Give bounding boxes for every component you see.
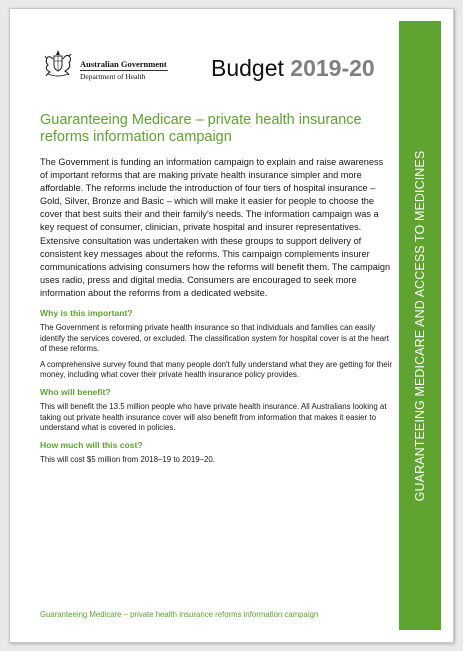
budget-year: 2019-20 bbox=[290, 55, 375, 81]
sidebar-banner-text: GUARANTEEING MEDICARE AND ACCESS TO MEDICINES bbox=[413, 150, 427, 501]
coat-of-arms-icon bbox=[40, 47, 76, 79]
intro-paragraph: The Government is funding an information campaign to explain and raise awareness of important reforms that are making private health insurance simpler and more affordable. The reforms include the introduction of four tiers of hospital insurance – Gold, Silver, Bronze and Basic – which will make it easier for people to choose the cover that best suits their and their family's needs. The information campaign was a key request of consumer, clinician, private hospital and insurer representatives. Extensive consultation was undertaken with these groups to support delivery of consistent key messages about the reforms. This campaign complements insurer communications advising consumers how the reforms will benefit them. The campaign uses radio, press and digital media. Consumers are encouraged to seek more information about the reforms from a dedicated website. bbox=[40, 157, 391, 298]
section-paragraph: This will cost $5 million from 2018–19 to 2019–20. bbox=[40, 454, 216, 464]
budget-word: Budget bbox=[211, 55, 284, 81]
section-heading-cost: How much will this cost? bbox=[40, 439, 143, 450]
section-paragraph: A comprehensive survey found that many people don't fully understand what they are getting for their money, including what cover their private health insurance policy provides. bbox=[40, 359, 392, 380]
department-name: Department of Health bbox=[80, 72, 146, 81]
section-paragraph: This will benefit the 13.5 million people who have private health insurance. All Australians looking at taking out private health insurance cover will also benefit from information that makes it easier to understand what is covered in policies. bbox=[40, 402, 387, 433]
budget-title bbox=[211, 55, 375, 82]
page-title: Guaranteeing Medicare – private health insurance reforms information campaign bbox=[40, 112, 362, 145]
section-paragraph: The Government is reforming private health insurance so that individuals and families can easily identify the services covered, or excluded. The classification system for hospital cover is at the heart of these reforms. bbox=[40, 323, 389, 354]
page-header bbox=[40, 47, 390, 97]
main-content bbox=[40, 112, 392, 470]
section-heading-who-benefit: Who will benefit? bbox=[40, 387, 111, 397]
document-page bbox=[9, 8, 454, 643]
section-heading-why-important: Why is this important? bbox=[40, 308, 133, 319]
government-name: Australian Government bbox=[80, 59, 167, 69]
header-divider bbox=[80, 70, 168, 71]
sidebar-banner bbox=[399, 21, 441, 630]
page-footer: Guaranteeing Medicare – private health insurance reforms information campaign bbox=[40, 610, 319, 619]
